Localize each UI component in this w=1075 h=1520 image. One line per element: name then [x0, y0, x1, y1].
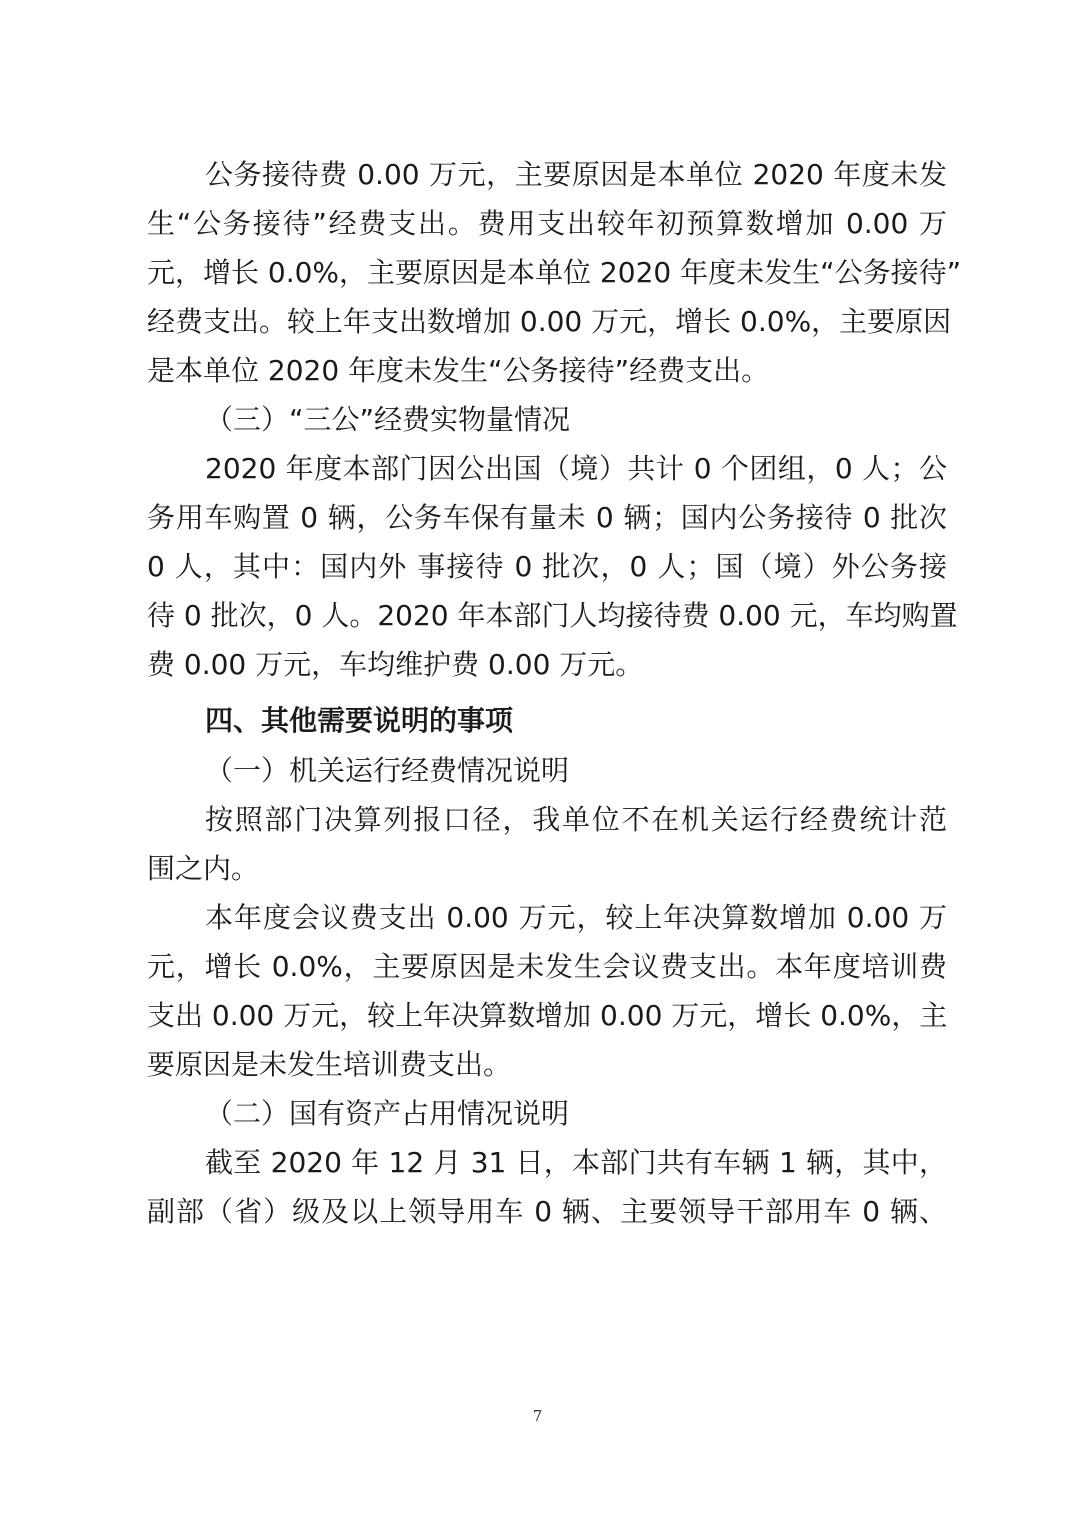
page-number: 7	[532, 1407, 543, 1425]
assets-paragraph-line-2: 副部（省）级及以上领导用车 0 辆、主要领导干部用车 0 辆、	[147, 1195, 947, 1228]
operation-paragraph-line-2: 围之内。	[147, 852, 260, 885]
assets-paragraph-line-1: 截至 2020 年 12 月 31 日，本部门共有车辆 1 辆，其中，	[205, 1146, 947, 1179]
meeting-paragraph-line-4: 要原因是未发生培训费支出。	[147, 1048, 512, 1081]
reception-paragraph-line-5: 是本单位 2020 年度未发生“公务接待”经费支出。	[147, 354, 770, 387]
subsection-heading-operation-expenses: （一）机关运行经费情况说明	[205, 754, 570, 787]
operation-paragraph-line-1: 按照部门决算列报口径，我单位不在机关运行经费统计范	[205, 803, 947, 836]
reception-paragraph-line-1: 公务接待费 0.00 万元，主要原因是本单位 2020 年度未发	[205, 158, 947, 191]
physical-paragraph-line-5: 费 0.00 万元，车均维护费 0.00 万元。	[147, 648, 644, 681]
meeting-paragraph-line-3: 支出 0.00 万元，较上年决算数增加 0.00 万元，增长 0.0%，主	[147, 999, 948, 1032]
meeting-paragraph-line-1: 本年度会议费支出 0.00 万元，较上年决算数增加 0.00 万	[205, 901, 947, 934]
physical-paragraph-line-2: 务用车购置 0 辆，公务车保有量未 0 辆；国内公务接待 0 批次	[147, 501, 947, 534]
physical-paragraph-line-4: 待 0 批次，0 人。2020 年本部门人均接待费 0.00 元，车均购置	[147, 599, 958, 632]
section-heading-other-matters: 四、其他需要说明的事项	[205, 704, 514, 737]
reception-paragraph-line-2: 生“公务接待”经费支出。费用支出较年初预算数增加 0.00 万	[147, 207, 947, 240]
physical-paragraph-line-3: 0 人，其中：国内外 事接待 0 批次，0 人；国（境）外公务接	[147, 550, 947, 583]
section-heading-physical-quantity: （三）“三公”经费实物量情况	[205, 403, 571, 436]
physical-paragraph-line-1: 2020 年度本部门因公出国（境）共计 0 个团组，0 人；公	[205, 452, 947, 485]
subsection-heading-state-assets: （二）国有资产占用情况说明	[205, 1097, 570, 1130]
meeting-paragraph-line-2: 元，增长 0.0%，主要原因是未发生会议费支出。本年度培训费	[147, 950, 947, 983]
reception-paragraph-line-4: 经费支出。较上年支出数增加 0.00 万元，增长 0.0%，主要原因	[147, 305, 952, 338]
reception-paragraph-line-3: 元，增长 0.0%，主要原因是本单位 2020 年度未发生“公务接待”	[147, 256, 962, 289]
